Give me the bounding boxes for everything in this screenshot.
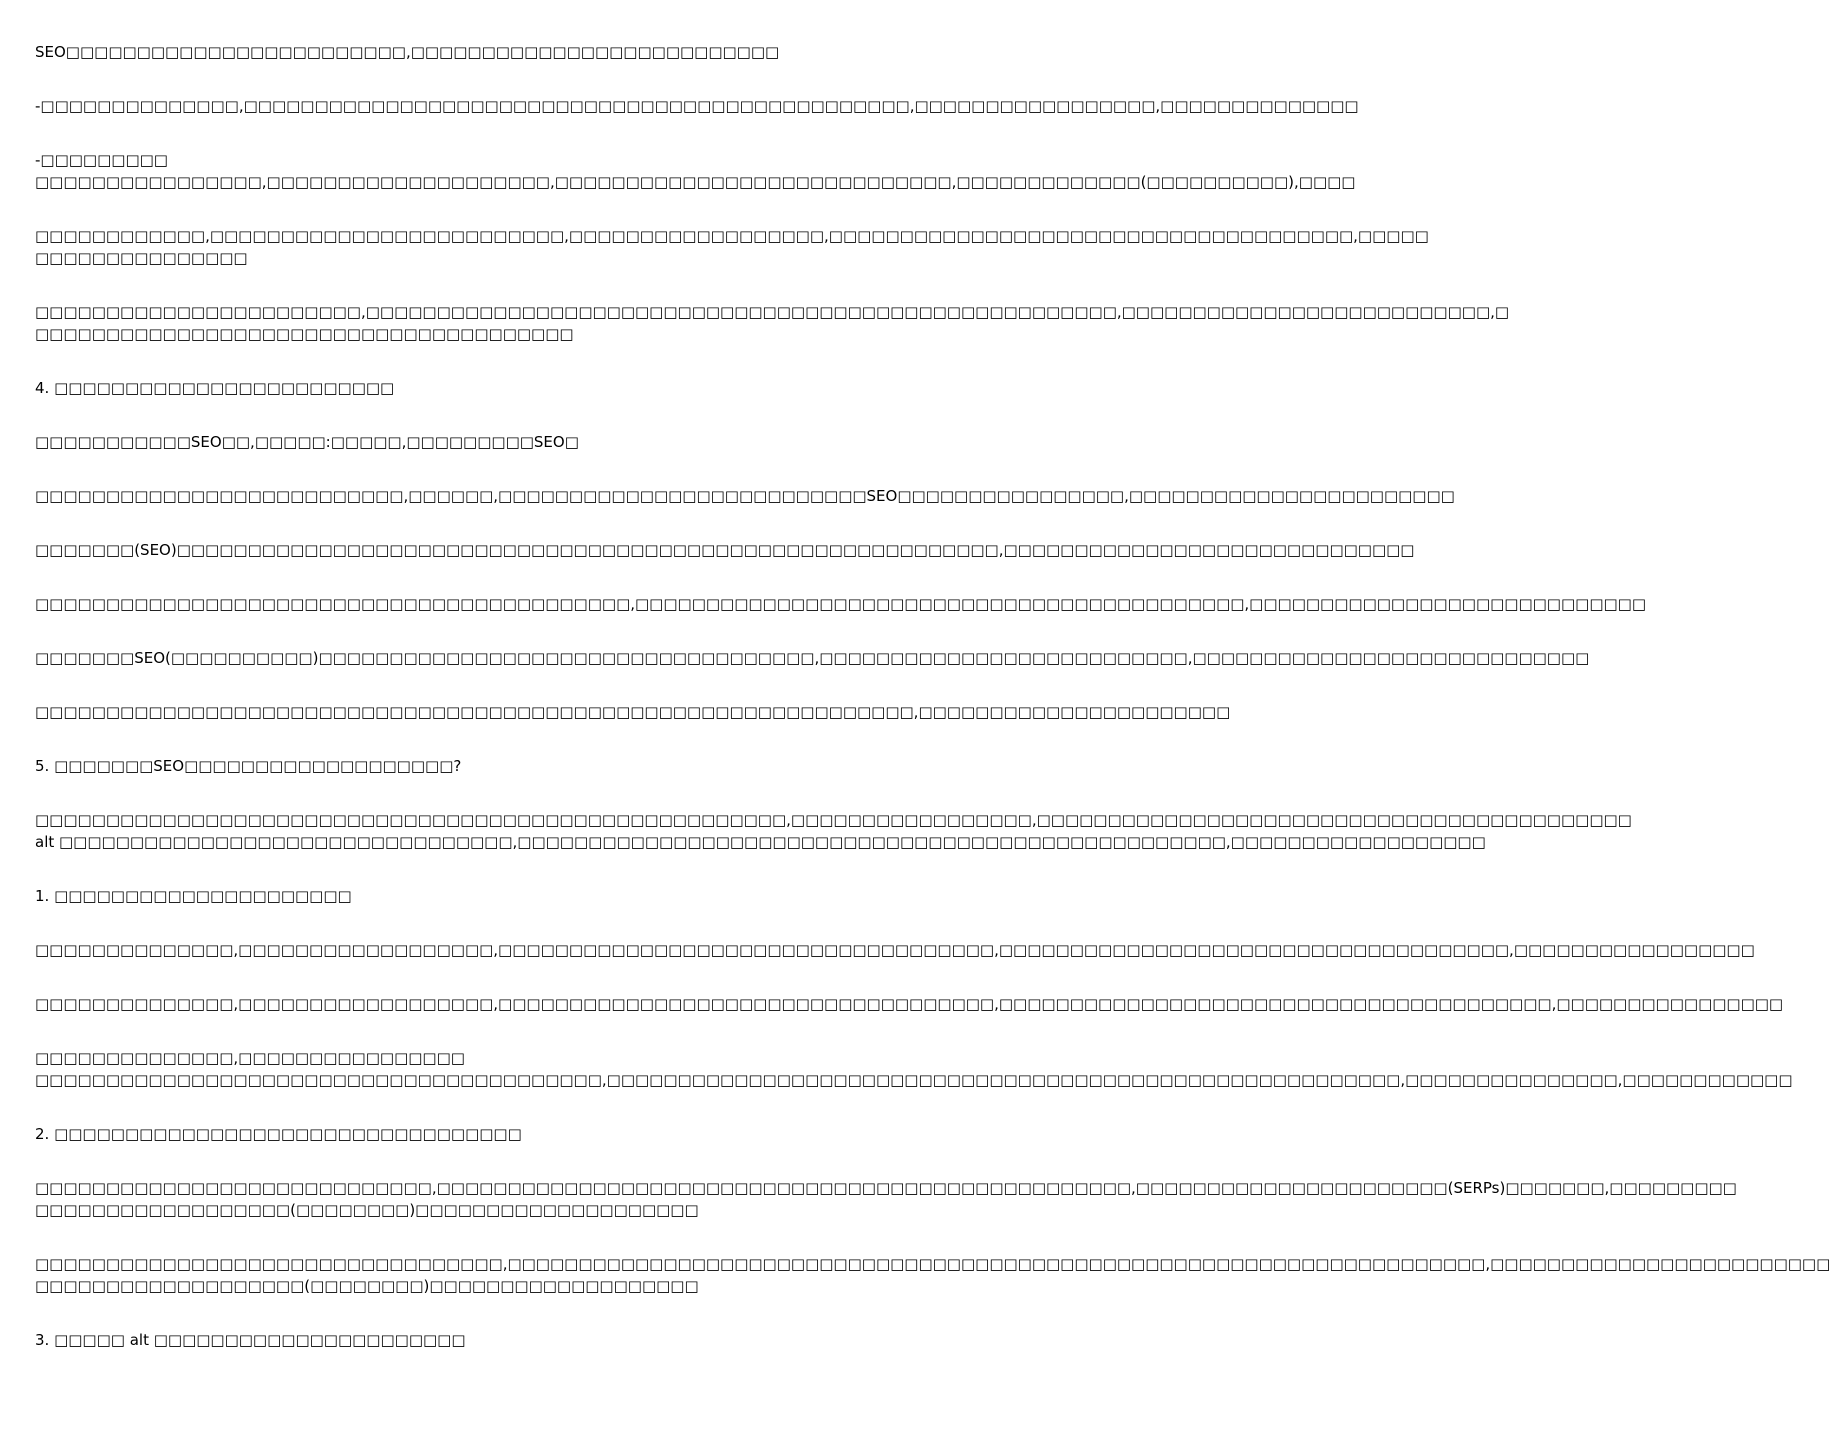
paragraph-line: □□□□□□□□□□□□□□□ [35, 249, 248, 267]
paragraph-line: □□□□□□□□□□□□□□□□□□□□□□□,□□□□□□□□□□□□□□□□□□□□□□□□□□□□□□□□□□□□□□□□□□□□□□□□□□□□□,□□□□□□□□□□□□□□□□□□□□□□□□□□,□ [35, 303, 1510, 321]
document-paragraph [35, 377, 989, 399]
document-paragraph [35, 1177, 1737, 1221]
document-paragraph [35, 1123, 989, 1145]
paragraph-line: □□□□□□□□□□□□□□□□□□□□□□□□□□□□□□□□□□□□□□□□□□,□□□□□□□□□□□□□□□□□□□□□□□□□□□□□□□□□□□□□□□□□□□,□□□□□□□□□□□□□□□□□□□□□□□□□□□□ [35, 595, 1647, 613]
paragraph-line: □□□□□□□□□□□□□□□□□□□□□□□□□□□□□□□□□□□□□□□□,□□□□□□□□□□□□□□□□□□□□□□□□□□□□□□□□□□□□□□□□□□□□□□□□□□□□□□□□,□□□□□□□□□□□□□□□,□□□□□□□□□□□□ [35, 1071, 1793, 1089]
paragraph-line: -□□□□□□□□□ [35, 151, 168, 169]
document-paragraph [35, 1047, 1793, 1091]
paragraph-line: -□□□□□□□□□□□□□□,□□□□□□□□□□□□□□□□□□□□□□□□□□□□□□□□□□□□□□□□□□□□□□□,□□□□□□□□□□□□□□□□□,□□□□□□□□□□□□□□ [35, 97, 1359, 115]
document-paragraph [35, 301, 1510, 345]
paragraph-line: □□□□□□□□□□□□,□□□□□□□□□□□□□□□□□□□□□□□□□,□□□□□□□□□□□□□□□□□□,□□□□□□□□□□□□□□□□□□□□□□□□□□□□□□□□□□□□□,□□□□□ [35, 227, 1429, 245]
document-paragraph [35, 41, 989, 63]
paragraph-line: □□□□□□□□□□□□□□□□□□□□□□□□□□,□□□□□□,□□□□□□□□□□□□□□□□□□□□□□□□□□SEO□□□□□□□□□□□□□□□□,□□□□□□□□□□□□□□□□□□□□□□□ [35, 487, 1455, 505]
paragraph-line: □□□□□□□□□□□□□□,□□□□□□□□□□□□□□□□□□,□□□□□□□□□□□□□□□□□□□□□□□□□□□□□□□□□□□,□□□□□□□□□□□□□□□□□□□□□□□□□□□□□□□□□□□□,□□□□□□□□□□□□□□□□□ [35, 941, 1755, 959]
paragraph-line: □□□□□□□□□□□□□□□□□□□□□□□□□□□□□□□□□□□□□□□□□□□□□□□□□□□□□□□□□□□□□□,□□□□□□□□□□□□□□□□□□□□□□ [35, 703, 1231, 721]
paragraph-line: □□□□□□□□□□□□□□□□□□□□□□□□□□□□□□□□□□□□□□ [35, 325, 574, 343]
document-paragraph [35, 539, 1415, 561]
document-page [35, 41, 1830, 1383]
paragraph-line: 5. □□□□□□□SEO□□□□□□□□□□□□□□□□□□□? [35, 757, 462, 775]
paragraph-line: □□□□□□□□□□□SEO□□,□□□□□:□□□□□,□□□□□□□□□SEO□ [35, 433, 579, 451]
paragraph-line: 2. □□□□□□□□□□□□□□□□□□□□□□□□□□□□□□□□□ [35, 1125, 522, 1143]
document-paragraph [35, 939, 1755, 961]
document-paragraph [35, 1253, 1830, 1297]
document-paragraph [35, 431, 989, 453]
document-paragraph [35, 755, 989, 777]
document-paragraph [35, 1329, 989, 1351]
document-paragraph [35, 885, 989, 907]
document-paragraph [35, 225, 1429, 269]
paragraph-line: □□□□□□□SEO(□□□□□□□□□□)□□□□□□□□□□□□□□□□□□□□□□□□□□□□□□□□□□□,□□□□□□□□□□□□□□□□□□□□□□□□□□,□□□□□□□□□□□□□□□□□□□□□□□□□□□□ [35, 649, 1590, 667]
paragraph-line: □□□□□□□□□□□□□□□□□□□□□□□□□□□□□□□□□,□□□□□□□□□□□□□□□□□□□□□□□□□□□□□□□□□□□□□□□□□□□□□□□□□□□□□□□□□□□□□□□□□□□□□,□□□□□□□□□□□□□□□□□□□□□□□□ [35, 1255, 1830, 1273]
paragraph-line: □□□□□□□□□□□□□□□□□□(□□□□□□□□)□□□□□□□□□□□□□□□□□□□□ [35, 1201, 699, 1219]
paragraph-line: □□□□□□□□□□□□□□□□,□□□□□□□□□□□□□□□□□□□□,□□□□□□□□□□□□□□□□□□□□□□□□□□□□,□□□□□□□□□□□□□(□□□□□□□□□□),□□□□ [35, 173, 1356, 191]
paragraph-line: □□□□□□□□□□□□□□□□□□□□□□□□□□□□□□□□□□□□□□□□□□□□□□□□□□□□□,□□□□□□□□□□□□□□□□□,□□□□□□□□□□□□□□□□□□□□□□□□□□□□□□□□□□□□□□□□□□ [35, 811, 1632, 829]
paragraph-line: □□□□□□□□□□□□□□,□□□□□□□□□□□□□□□□ [35, 1049, 465, 1067]
document-paragraph [35, 809, 1632, 853]
document-paragraph [35, 647, 1590, 669]
paragraph-line: □□□□□□□□□□□□□□□□□□□(□□□□□□□□)□□□□□□□□□□□□□□□□□□□ [35, 1277, 699, 1295]
document-paragraph [35, 149, 1356, 193]
paragraph-line: alt □□□□□□□□□□□□□□□□□□□□□□□□□□□□□□□□,□□□□□□□□□□□□□□□□□□□□□□□□□□□□□□□□□□□□□□□□□□□□□□□□□□,□□□□□□□□□□□□□□□□□□ [35, 833, 1486, 851]
document-paragraph [35, 701, 1231, 723]
paragraph-line: □□□□□□□(SEO)□□□□□□□□□□□□□□□□□□□□□□□□□□□□□□□□□□□□□□□□□□□□□□□□□□□□□□□□□□,□□□□□□□□□□□□□□□□□□□□□□□□□□□□□ [35, 541, 1415, 559]
document-paragraph [35, 993, 1784, 1015]
paragraph-line: 1. □□□□□□□□□□□□□□□□□□□□□ [35, 887, 352, 905]
document-paragraph [35, 95, 1359, 117]
paragraph-line: 4. □□□□□□□□□□□□□□□□□□□□□□□□ [35, 379, 395, 397]
paragraph-line: SEO□□□□□□□□□□□□□□□□□□□□□□□□,□□□□□□□□□□□□□□□□□□□□□□□□□□ [35, 43, 780, 61]
document-paragraph [35, 593, 1647, 615]
paragraph-line: □□□□□□□□□□□□□□□□□□□□□□□□□□□□,□□□□□□□□□□□□□□□□□□□□□□□□□□□□□□□□□□□□□□□□□□□□□□□□□,□□□□□□□□□□□□□□□□□□□□□□(SERPs)□□□□□□□,□□□□□□□□□ [35, 1179, 1737, 1197]
paragraph-line: 3. □□□□□ alt □□□□□□□□□□□□□□□□□□□□□□ [35, 1331, 466, 1349]
paragraph-line: □□□□□□□□□□□□□□,□□□□□□□□□□□□□□□□□□,□□□□□□□□□□□□□□□□□□□□□□□□□□□□□□□□□□□,□□□□□□□□□□□□□□□□□□□□□□□□□□□□□□□□□□□□□□□,□□□□□□□□□□□□□□□□ [35, 995, 1784, 1013]
document-paragraph [35, 485, 1455, 507]
